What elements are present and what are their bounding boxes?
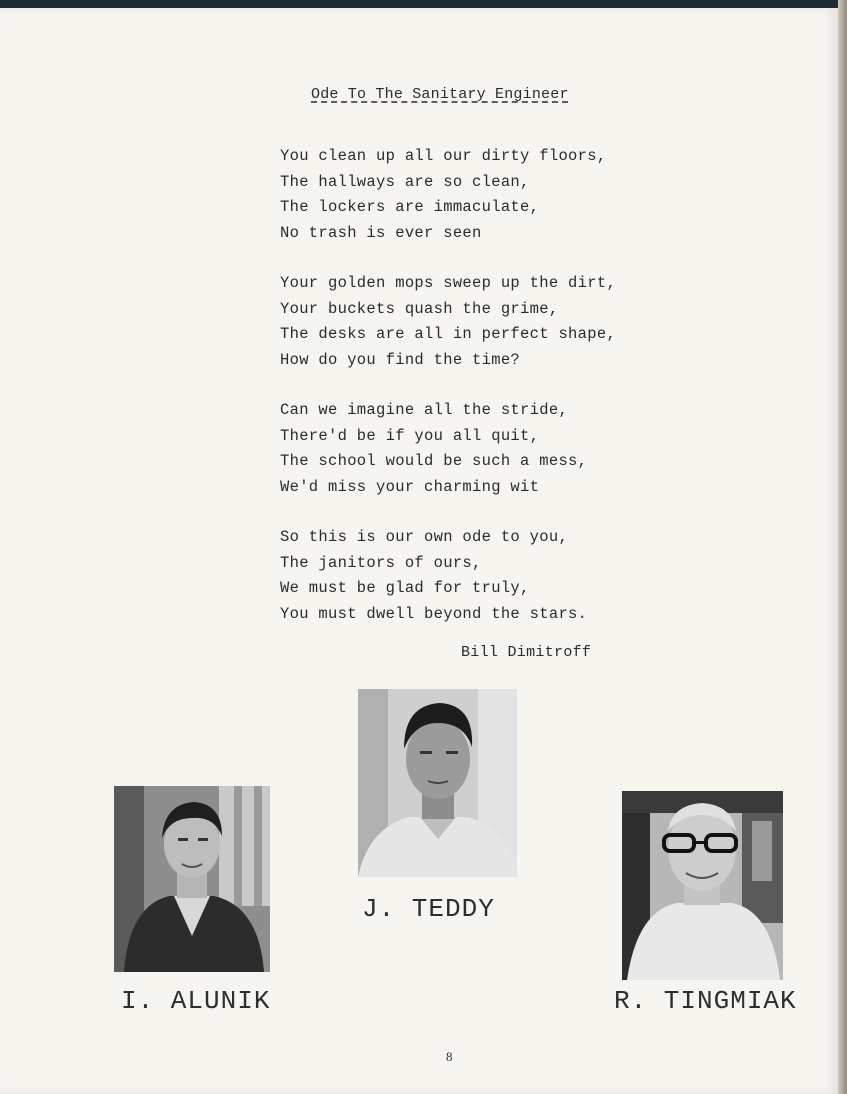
staff-name-tingmiak: R. TINGMIAK: [614, 986, 797, 1016]
staff-name-teddy: J. TEDDY: [362, 894, 495, 924]
scan-top-edge: [0, 0, 847, 8]
portrait-photo-tingmiak: [622, 791, 783, 980]
poem-author: Bill Dimitroff: [461, 644, 592, 661]
poem-stanza-1: [280, 144, 606, 246]
page-number: 8: [446, 1049, 453, 1064]
staff-name-alunik: I. ALUNIK: [121, 986, 271, 1016]
poem-line: The school would be such a mess,: [280, 452, 588, 470]
poem-line: No trash is ever seen: [280, 223, 482, 242]
poem-stanza-2: [280, 271, 616, 373]
portrait-image: [358, 689, 517, 877]
poem-line: The desks are all in perfect shape,: [280, 325, 617, 343]
poem-line: The janitors of ours,: [280, 553, 482, 572]
poem-line: How do you find the time?: [280, 350, 521, 369]
portrait-photo-teddy: [358, 689, 517, 877]
poem-line: You clean up all our dirty floors,: [280, 147, 607, 165]
poem-stanza-3: [280, 398, 587, 500]
portrait-image: [114, 786, 270, 972]
poem-line: Your golden mops sweep up the dirt,: [280, 274, 617, 292]
poem-line: We'd miss your charming wit: [280, 477, 540, 496]
page-binding-edge: [838, 0, 847, 1094]
poem-line: You must dwell beyond the stars.: [280, 604, 588, 623]
poem-line: Your buckets quash the grime,: [280, 299, 559, 318]
poem-title: Ode To The Sanitary Engineer: [311, 86, 569, 103]
poem-stanza-4: [280, 525, 587, 627]
poem-line: There'd be if you all quit,: [280, 426, 540, 445]
poem-line: We must be glad for truly,: [280, 579, 530, 597]
poem-line: So this is our own ode to you,: [280, 528, 569, 546]
portrait-photo-alunik: [114, 786, 270, 972]
poem-line: Can we imagine all the stride,: [280, 401, 569, 419]
portrait-image: [622, 791, 783, 980]
poem-line: The lockers are immaculate,: [280, 198, 540, 216]
poem-line: The hallways are so clean,: [280, 172, 530, 191]
